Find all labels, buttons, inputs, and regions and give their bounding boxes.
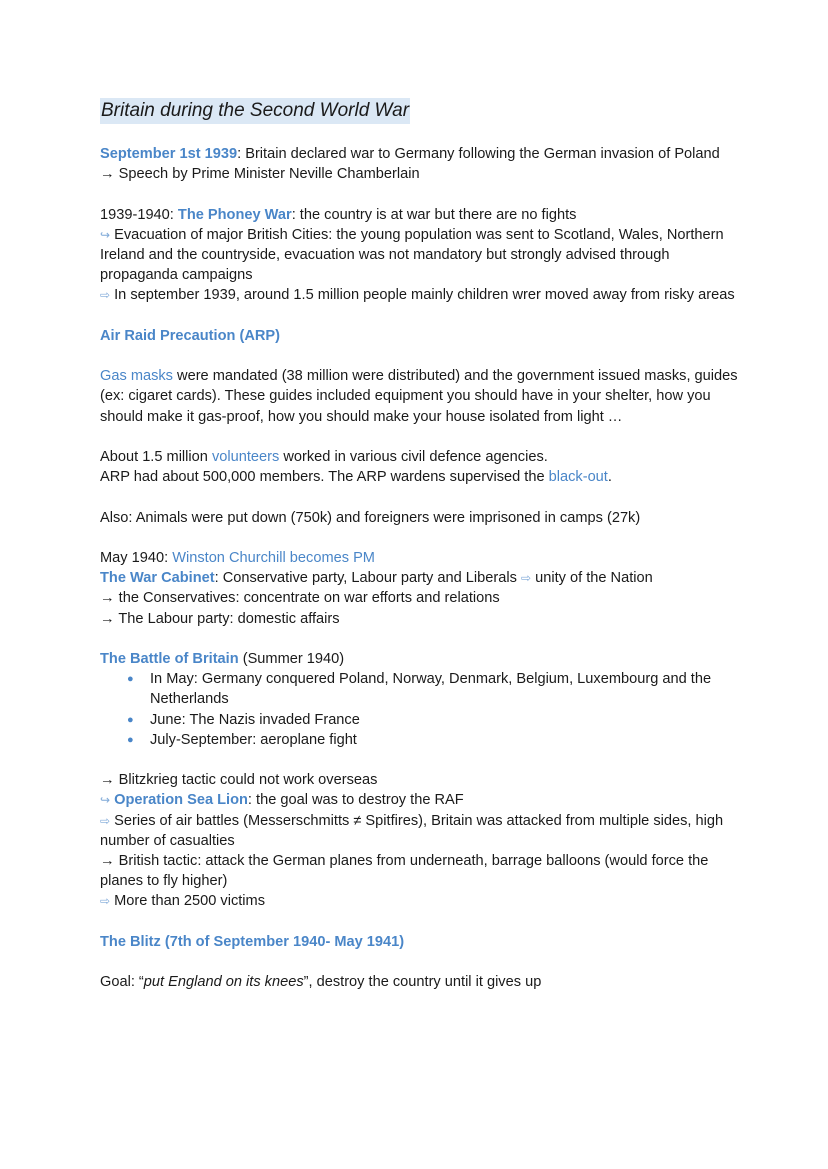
arrow-icon: → — [100, 610, 115, 627]
battle-of-britain-label: The Battle of Britain — [100, 650, 239, 667]
paragraph-arp-members: ARP had about 500,000 members. The ARP wardens supervised the black-out. — [100, 469, 612, 486]
arp-heading: Air Raid Precaution (ARP) — [100, 327, 281, 344]
list-item: ● In May: Germany conquered Poland, Norway, Denmark, Belgium, Luxembourg and the Netherlands — [150, 669, 740, 709]
volunteers-link[interactable]: volunteers — [211, 448, 280, 465]
hook-arrow-icon: ↪ — [100, 227, 111, 242]
hook-arrow-icon: ↪ — [100, 793, 111, 808]
battle-bullet-list — [100, 669, 740, 750]
gas-masks-link[interactable]: Gas masks — [100, 368, 173, 385]
date-sept-1939: September 1st 1939 — [100, 146, 238, 162]
paragraph-sept-1939: ⇨ In september 1939, around 1.5 million people mainly children wrer moved away from risky areas — [100, 287, 735, 304]
fat-arrow-icon: ⇨ — [100, 813, 111, 828]
document-page — [100, 98, 740, 992]
arrow-icon: → — [100, 772, 115, 789]
black-out-link[interactable]: black-out — [548, 469, 608, 486]
paragraph-blitzkrieg: → Blitzkrieg tactic could not work overseas — [100, 772, 378, 789]
arrow-icon: → — [100, 590, 115, 607]
list-item: ● July-September: aeroplane fight — [150, 730, 740, 750]
churchill-link[interactable]: Winston Churchill becomes PM — [172, 549, 375, 566]
document-title: Britain during the Second World War — [100, 98, 410, 124]
arrow-icon: → — [100, 166, 115, 183]
goal-quote: put England on its knees — [143, 974, 304, 991]
paragraph-sea-lion: ↪ Operation Sea Lion: the goal was to destroy the RAF — [100, 792, 464, 809]
paragraph-war-cabinet: The War Cabinet: Conservative party, Labour party and Liberals ⇨ unity of the Nation — [100, 570, 653, 587]
paragraph-phoney-war: 1939-1940: The Phoney War: the country is at war but there are no fights — [100, 206, 577, 223]
fat-arrow-icon: ⇨ — [100, 894, 111, 909]
paragraph-labour: → The Labour party: domestic affairs — [100, 610, 340, 627]
paragraph-also: Also: Animals were put down (750k) and foreigners were imprisoned in camps (27k) — [100, 509, 641, 526]
paragraph-gas-masks: Gas masks were mandated (38 million were distributed) and the government issued masks, guides (ex: cigaret cards). These guides included equipment you should have in your shelter, how you should make it gas-proof, how you should make your house isolated from light … — [100, 368, 738, 425]
paragraph-british-tactic: → British tactic: attack the German planes from underneath, barrage balloons (would force the planes to fly higher) — [100, 852, 709, 890]
paragraph-goal: Goal: “put England on its knees”, destroy the country until it gives up — [100, 974, 542, 991]
paragraph-speech: → Speech by Prime Minister Neville Chamberlain — [100, 166, 420, 183]
blitz-heading: The Blitz (7th of September 1940- May 1941) — [100, 933, 405, 950]
fat-arrow-icon: ⇨ — [520, 571, 532, 586]
paragraph-volunteers: About 1.5 million volunteers worked in various civil defence agencies. — [100, 448, 548, 465]
paragraph-evacuation: ↪ Evacuation of major British Cities: the young population was sent to Scotland, Wales, Northern Ireland and the countryside, evacuation was not mandatory but strongly advised through propaganda campaigns — [100, 226, 724, 284]
paragraph-battle-heading: The Battle of Britain (Summer 1940) — [100, 650, 345, 667]
paragraph-conservatives: → the Conservatives: concentrate on war efforts and relations — [100, 590, 500, 607]
paragraph-air-battles: ⇨ Series of air battles (Messerschmitts ≠ Spitfires), Britain was attacked from multiple sides, high number of casualties — [100, 812, 724, 849]
war-cabinet-label: The War Cabinet — [100, 570, 215, 587]
paragraph-may-1940: May 1940: Winston Churchill becomes PM — [100, 549, 375, 566]
fat-arrow-icon: ⇨ — [100, 288, 111, 303]
phoney-war-label: The Phoney War — [177, 206, 292, 223]
operation-sea-lion-label: Operation Sea Lion — [114, 792, 248, 809]
arrow-icon: → — [100, 852, 115, 869]
paragraph-declaration: September 1st 1939: Britain declared war to Germany following the German invasion of Poland — [100, 146, 720, 162]
list-item: ● June: The Nazis invaded France — [150, 710, 740, 730]
paragraph-victims: ⇨ More than 2500 victims — [100, 893, 265, 910]
